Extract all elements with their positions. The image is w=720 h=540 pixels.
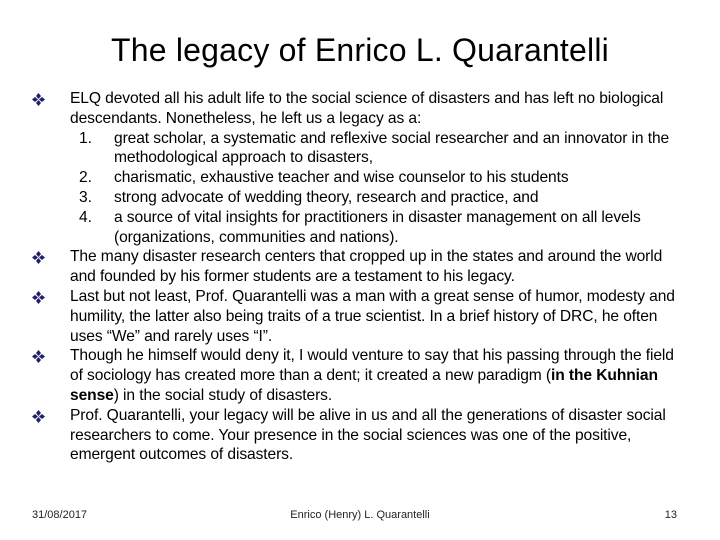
list-text: strong advocate of wedding theory, research and practice, and	[114, 188, 539, 206]
list-item	[32, 188, 688, 208]
bullet-new-paradigm	[32, 346, 688, 405]
bullet-text: Prof. Quarantelli, your legacy will be alive in us and all the generations of disaster social researchers to come. Your presence in the social sciences was one of the positive, emergent outcomes of disasters.	[70, 406, 666, 464]
diamond-bullet-icon	[32, 350, 45, 363]
slide-body	[32, 89, 688, 465]
diamond-bullet-icon	[32, 93, 45, 106]
list-text: great scholar, a systematic and reflexive social researcher and an innovator in the methodological approach to disasters,	[114, 129, 670, 167]
bullet-legacy-intro	[32, 89, 688, 129]
bullet-text-part: Though he himself would deny it, I would venture to say that his passing through the field of sociology has created more than a dent; it created a new paradigm (	[70, 347, 674, 385]
bullet-research-centers	[32, 247, 688, 287]
bullet-closing	[32, 406, 688, 465]
bullet-text: ELQ devoted all his adult life to the social science of disasters and has left no biological descendants. Nonetheless, he left us a legacy as a:	[70, 90, 664, 127]
list-number: 2.	[79, 169, 92, 187]
diamond-bullet-icon	[32, 291, 45, 304]
diamond-bullet-icon	[32, 251, 45, 264]
footer-date: 31/08/2017	[32, 509, 88, 521]
bullet-text: Last but not least, Prof. Quarantelli was a man with a great sense of humor, modesty and humility, the latter also being traits of a true scientist. In a brief history of DRC, he often uses “We” and rarely uses “I”.	[70, 287, 675, 345]
bullet-text: The many disaster research centers that cropped up in the states and around the world and founded by his former students are a testament to his legacy.	[70, 248, 663, 286]
slide-title: The legacy of Enrico L. Quarantelli	[111, 32, 609, 68]
list-number: 4.	[79, 208, 92, 226]
bullet-humor-modesty	[32, 287, 688, 346]
list-number: 3.	[79, 188, 92, 206]
footer-author: Enrico (Henry) L. Quarantelli	[290, 509, 430, 521]
list-item	[32, 208, 688, 248]
legacy-list	[32, 129, 688, 248]
diamond-bullet-icon	[32, 410, 45, 423]
bullet-text-part: ) in the social study of disasters.	[113, 386, 333, 404]
list-item	[32, 168, 688, 188]
slide-number: 13	[664, 509, 677, 521]
list-item	[32, 129, 688, 169]
bullet-bold-text: in the Kuhnian sense	[70, 367, 658, 404]
list-number: 1.	[79, 129, 92, 147]
list-text: a source of vital insights for practitioners in disaster management on all levels (organizations, communities and nations).	[114, 208, 641, 246]
list-text: charismatic, exhaustive teacher and wise counselor to his students	[114, 169, 569, 187]
